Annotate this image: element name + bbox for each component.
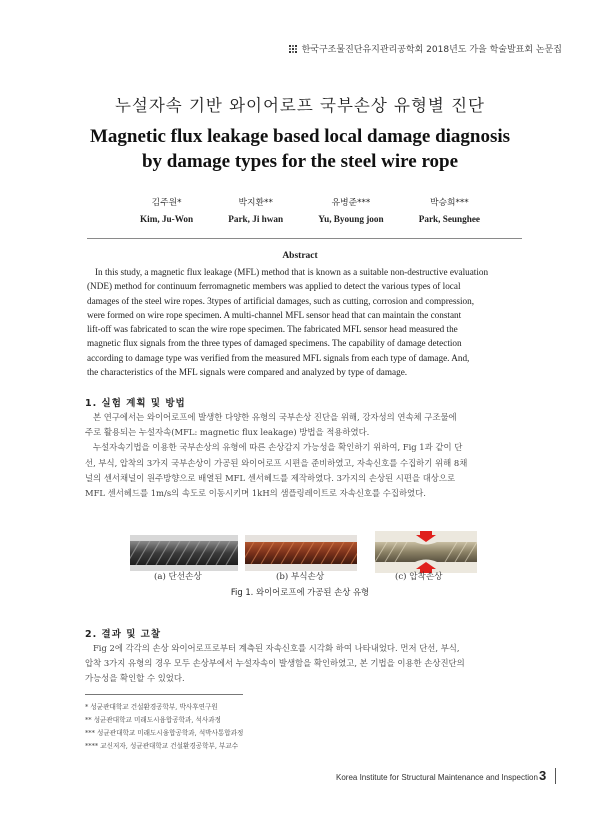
author-name-ko: 박승희*** (430, 198, 469, 208)
author (318, 195, 383, 224)
abstract-line: damages of the steel wire ropes. 3types of artificial damages, such as cutting, corrosion and compression, (87, 295, 475, 306)
journal-name: 한국구조물진단유지관리공학회 2018년도 가을 학술발표회 논문집 (301, 45, 562, 55)
footnote: **** 교신저자, 성균관대학교 건설환경공학부, 부교수 (85, 742, 239, 750)
journal-header (288, 42, 562, 55)
wire-rope-compression-damage-image (375, 531, 477, 573)
abstract-line: according to damage type was verified from the measured MFL signals from each type of damage. And, (87, 352, 470, 363)
footer-divider (555, 768, 556, 784)
abstract-line: the characteristics of the MFL signals were compared and analyzed by type of damage. (87, 367, 408, 378)
journal-logo-icon (288, 44, 298, 54)
body-line: 가능성을 확인할 수 있었다. (85, 673, 185, 684)
author-name-ko: 박지환** (238, 198, 273, 208)
author-name-ko: 유병준*** (331, 198, 371, 208)
title-english-line: by damage types for the steel wire rope (141, 151, 459, 172)
footnote: *** 성균관대학교 미래도시융합공학과, 석박사통합과정 (85, 729, 244, 737)
section-heading: 2. 결과 및 고찰 (85, 629, 162, 640)
abstract-title: Abstract (282, 251, 318, 261)
body-line: Fig 2에 각각의 손상 와이어로프로부터 계측된 자속신호를 시각화 하여 나타내었다. 먼저 단선, 부식, (93, 643, 460, 653)
page-number: 3 (539, 768, 547, 783)
footnote-divider (85, 694, 243, 695)
title-english (0, 124, 600, 174)
body-line: MFL 센서헤드를 1m/s의 속도로 이동시키며 1kH의 샘플링레이트로 자속신호를 수집하였다. (85, 488, 426, 499)
author (419, 195, 480, 224)
abstract-line: lift-off was fabricated to scan the wire rope specimen. The fabricated MFL sensor head measured the (87, 324, 458, 335)
footnote: * 성균관대학교 건설환경공학부, 박사후연구원 (85, 703, 218, 711)
section-body (85, 641, 522, 687)
author-list (140, 195, 480, 224)
wire-rope-cut-damage-image (130, 535, 238, 571)
title-english-line: Magnetic flux leakage based local damage diagnosis (89, 126, 511, 147)
abstract-line: were formed on wire rope specimen. A multi-channel MFL sensor head that can maintain the constant (87, 309, 462, 320)
abstract-body (87, 265, 520, 379)
figure-caption-a: (a) 단선손상 (154, 572, 202, 582)
body-line: 누설자속기법을 이용한 국부손상의 유형에 따른 손상감지 가능성을 확인하기 위하여, Fig 1과 같이 단 (93, 442, 463, 453)
figure-title: Fig 1. 와이어로프에 가공된 손상 유형 (230, 587, 370, 597)
title-korean: 누설자속 기반 와이어로프 국부손상 유형별 진단 (114, 96, 485, 115)
author-name-en: Park, Ji hwan (228, 214, 284, 224)
abstract-line: In this study, a magnetic flux leakage (MFL) method that is known as a suitable non-destructive evaluation (95, 267, 489, 277)
author-name-en: Park, Seunghee (418, 214, 480, 224)
body-line: 주로 활용되는 누설자속(MFL: magnetic flux leakage) 방법을 적용하였다. (85, 427, 370, 438)
body-line: 본 연구에서는 와이어로프에 발생한 다양한 유형의 국부손상 진단을 위해, 강자성의 연속체 구조물에 (93, 412, 457, 422)
author-name-en: Yu, Byoung joon (318, 214, 384, 224)
author-name-ko: 김주원* (151, 198, 182, 208)
abstract-line: magnetic flux signals from the three types of damaged specimens. The capability of damage detection (87, 338, 462, 349)
footer-organization: Korea Institute for Structural Maintenance and Inspection (336, 773, 538, 782)
section-heading: 1. 실험 계획 및 방법 (85, 398, 186, 409)
figure-caption-b: (b) 부식손상 (276, 572, 325, 582)
footnote: ** 성균관대학교 미래도시융합공학과, 석사과정 (85, 716, 221, 724)
figure-caption-c: (c) 압착손상 (395, 572, 443, 582)
abstract-line: (NDE) method for continuum ferromagnetic members was applied to detect the various types of local (87, 281, 461, 292)
section-body (85, 410, 522, 501)
author-name-en: Kim, Ju-Won (140, 214, 194, 224)
wire-rope-corrosion-damage-image (245, 535, 357, 571)
divider (87, 238, 522, 239)
body-line: 선, 부식, 압착의 3가지 국부손상이 가공된 와이어로프 시편을 준비하였고, 자속신호를 수집하기 위해 8채 (85, 457, 468, 468)
body-line: 널의 센서채널이 원주방향으로 배열된 MFL 센서헤드를 제작하였다. 3가지의 손상된 시편을 대상으로 (85, 472, 456, 483)
author (228, 195, 283, 224)
body-line: 압착 3가지 유형의 경우 모두 손상부에서 누설자속이 발생함을 확인하였고, 본 기법을 이용한 손상진단의 (85, 658, 465, 669)
author (140, 195, 193, 224)
